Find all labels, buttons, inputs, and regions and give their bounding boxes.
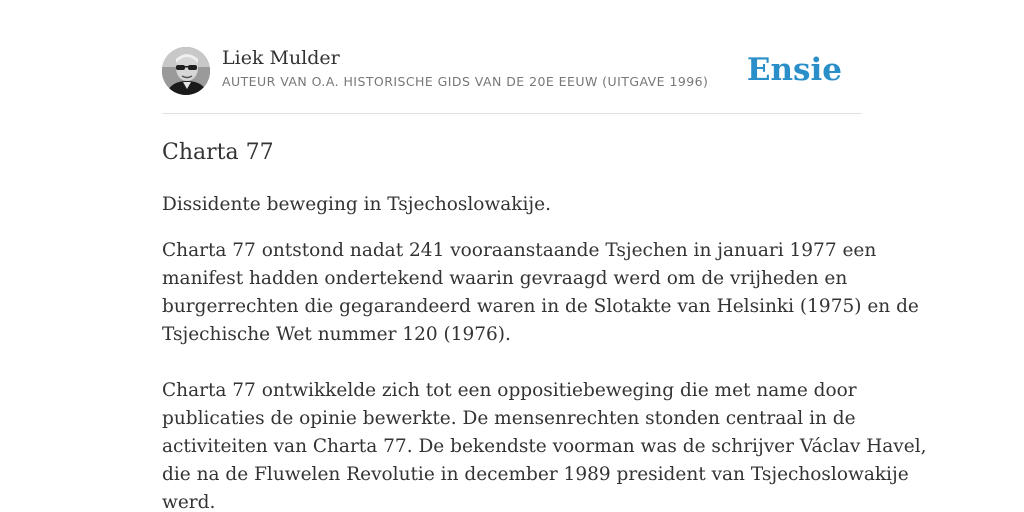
paragraph-2-line: die na de Fluwelen Revolutie in december 1989 president van Tsjechoslowakije xyxy=(162,464,909,485)
author-name[interactable]: Liek Mulder xyxy=(222,47,340,69)
paragraph-2-line: activiteiten van Charta 77. De bekendste voorman was de schrijver Václav Havel, xyxy=(162,436,927,457)
ensie-logo-link[interactable]: Ensie xyxy=(746,52,842,88)
paragraph-1-line: manifest hadden ondertekend waarin gevraagd werd om de vrijheden en xyxy=(162,268,848,289)
paragraph-2-line: publicaties de opinie bewerkte. De mensenrechten stonden centraal in de xyxy=(162,408,856,429)
article-title: Charta 77 xyxy=(162,140,274,165)
paragraph-1-line: Tsjechische Wet nummer 120 (1976). xyxy=(162,324,511,345)
avatar-photo-icon xyxy=(162,47,210,95)
article-body xyxy=(162,237,927,512)
paragraph-1-line: burgerrechten die gegarandeerd waren in de Slotakte van Helsinki (1975) en de xyxy=(162,296,919,317)
paragraph-1-line: Charta 77 ontstond nadat 241 vooraanstaande Tsjechen in januari 1977 een xyxy=(162,240,877,261)
header-divider xyxy=(162,113,862,114)
paragraph-2-line: Charta 77 ontwikkelde zich tot een oppositiebeweging die met name door xyxy=(162,380,857,401)
paragraph-2-line: werd. xyxy=(162,492,216,512)
author-avatar[interactable] xyxy=(162,47,210,95)
paragraph-gap xyxy=(162,349,862,377)
author-header xyxy=(162,46,862,96)
author-bio: AUTEUR VAN O.A. HISTORISCHE GIDS VAN DE 20E EEUW (UITGAVE 1996) xyxy=(222,74,709,89)
article-lead: Dissidente beweging in Tsjechoslowakije. xyxy=(162,194,551,215)
